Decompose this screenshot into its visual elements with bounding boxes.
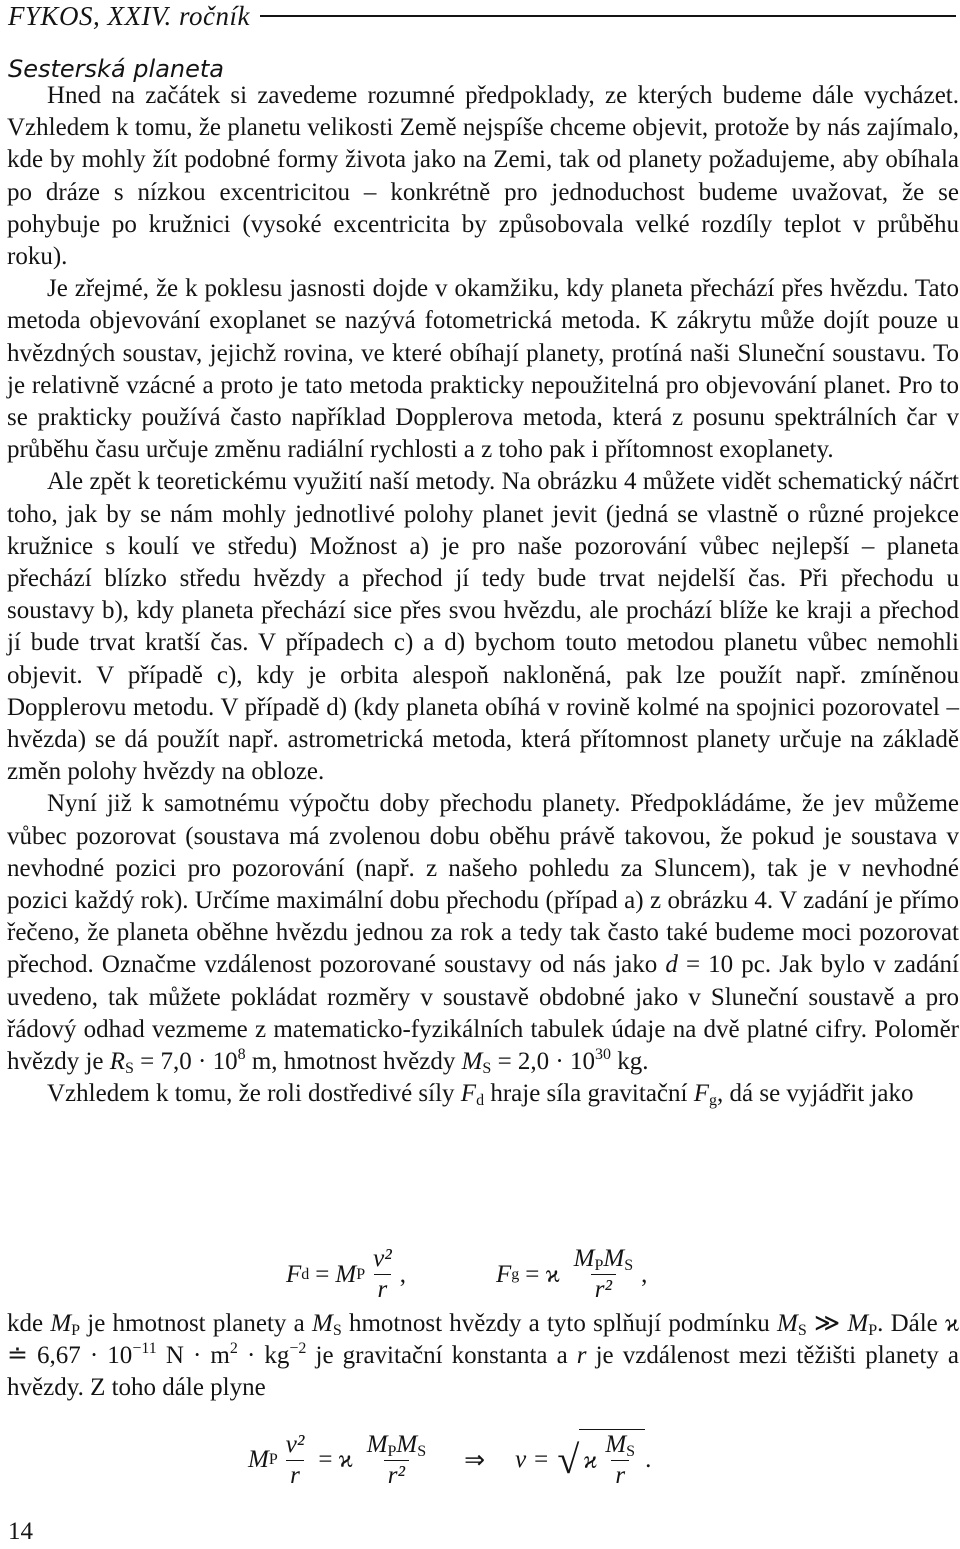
- paragraph-4: Nyní již k samotnému výpočtu doby přechodu planety. Předpokládáme, že jev můžeme vůbec pozorovat (soustava má zvolenou dobu oběhu právě takovou, že pokud je soustava v nevhodné pozici pro pozorování (např. z našeho pohledu za Sluncem), tak je v nevhodné pozici každý rok). Určíme maximální dobu přechodu (případ a) z obrázku 4. V zadání je přímo řečeno, že planeta oběhne hvězdu jednou za rok a tedy tak často také budeme moci pozorovat přechod. Označme vzdálenost pozorované soustavy od nás jako d = 10 pc. Jak bylo v zadání uvedeno, tak můžete pokládat rozměry v soustavě obdobné jako v Sluneční soustavě a pro řádový odhad vezmeme z matematicko-fyzikálních tabulek údaje na dvě platné cifry. Poloměr hvězdy je $R_S = 7,0 \cdot 10^8$ m, hmotnost hvězdy $M_S = 2,0 \cdot 10^{30}$ kg.: [7, 790, 959, 1078]
- page-number: 14: [8, 1518, 33, 1545]
- section-title: Sesterská planeta: [8, 55, 224, 83]
- equation-balance: M P $\frac{\text{v²}}{r}$ = ϰ $\frac{M_PM_S}{\text{r²}}$ ⇒ v = √ ϰ $\frac{M_S}{r}$ .: [248, 1430, 652, 1489]
- body-text-2: [7, 1308, 959, 1405]
- paragraph-6: kde $M_P$ je hmotnost planety a $M_S$ hmotnost hvězdy a tyto splňují podmínku $M_S$ ≫ $M_P$. Dále ϰ ≐ $6,67 \cdot 10^{-11}$ $N \cdot m^2 \cdot kg^{-2}$ je gravitační konstanta a r je vzdálenost mezi těžišti planety a hvězdy. Z toho dále plyne: [7, 1310, 959, 1402]
- paragraph-5: Vzhledem k tomu, že roli dostředivé síly $F_d$ hraje síla gravitační $F_g$, dá se vyjádřit jako: [47, 1080, 914, 1110]
- paragraph-1: Hned na začátek si zavedeme rozumné předpoklady, ze kterých budeme dále vycházet. Vzhledem k tomu, že planetu velikosti Země nejspíše chceme objevit, protože by nás zajímalo, kde by mohly žít podobné formy života jako na Zemi, tak od planety požadujeme, aby obíhala po dráze s nízkou excentricitou – konkrétně pro jednoduchost budeme uvažovat, že se pohybuje po kružnici (vysoké excentricita by způsobovala velké rozdíly teplot v průběhu roku).: [7, 82, 959, 271]
- equation-gravitational: F g = ϰ $\frac{M_PM_S}{\text{r²}}$ ,: [496, 1245, 648, 1303]
- header-rule: [260, 15, 956, 17]
- body-text: [7, 80, 959, 1111]
- equation-velocity: [0, 1425, 960, 1515]
- equation-centripetal: F d = M P $\frac{\text{v²}}{r}$ ,: [286, 1245, 406, 1303]
- header-title: FYKOS, XXIV. ročník: [8, 0, 250, 31]
- paragraph-3: Ale zpět k teoretickému využití naší metody. Na obrázku 4 můžete vidět schematický náčrt toho, jak by se nám mohly jednotlivé polohy planet jevit (jedná se vlastně o různé projekce kružnice s koulí ve středu) Možnost a) je pro naše pozorování vůbec nejlepší – planeta přechází blízko středu hvězdy a přechod jí tedy bude trvat nejdelší čas. Při přechodu u soustavy b), kdy planeta přechází sice přes svou hvězdu, ale prochází blíže ke kraji a přechod jí bude trvat kratší čas. V případech c) a d) bychom touto metodou planetu vůbec nemohli objevit. V případě c), kdy je orbita alespoň nakloněná, pak lze použít např. zmíněnou Dopplerovu metodu. V případě d) (kdy planeta obíhá v rovině kolmé na spojnici pozorovatel – hvězda) se dá použít např. astrometrická metoda, která přítomnost planety určuje na základě změn polohy hvězdy na obloze.: [7, 468, 959, 786]
- square-root: √ ϰ $\frac{M_S}{r}$: [557, 1429, 645, 1491]
- paragraph-2: Je zřejmé, že k poklesu jasnosti dojde v okamžiku, kdy planeta přechází přes hvězdu. Tato metoda objevování exoplanet se nazývá fotometrická metoda. K zákrytu může dojít pouze u hvězdných soustav, jejichž rovina, ve které obíhají planety, protíná naši Sluneční soustavu. To je relativně vzácné a proto je tato metoda prakticky nepoužitelná pro objevování planet. Pro to se prakticky používá často například Dopplerova metoda, která z posunu spektrálních čar v průběhu času určuje změnu radiální rychlosti a z toho pak i přítomnost exoplanety.: [7, 275, 959, 464]
- page-header: [8, 0, 956, 32]
